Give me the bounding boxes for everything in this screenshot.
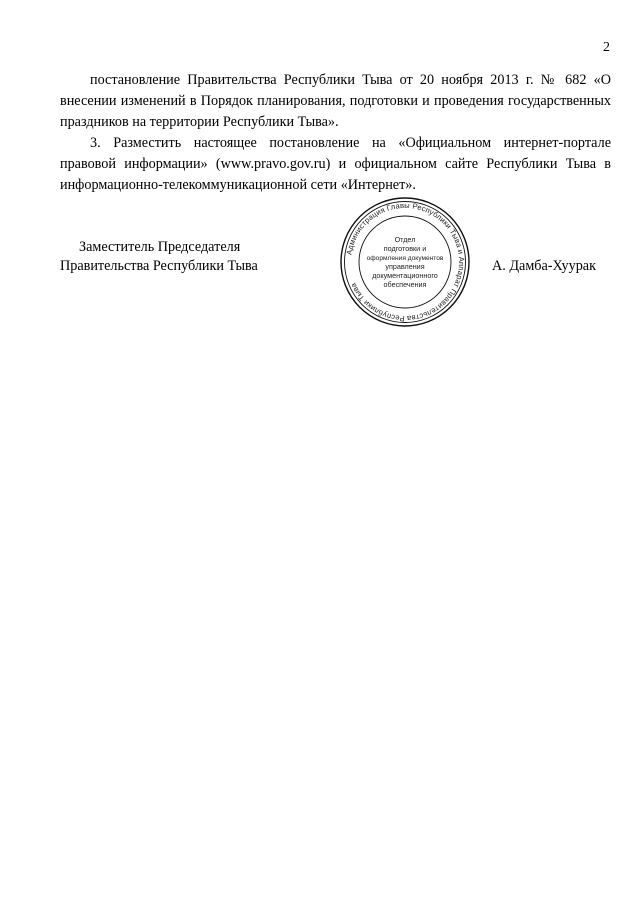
document-body	[60, 70, 611, 196]
seal-line-3: оформления документов	[366, 255, 444, 262]
signatory-name: А. Дамба-Хуурак	[492, 258, 597, 274]
seal-ring-text: Администрация Главы Республики Тыва и Аппарат Правительства Республики Тыва	[344, 200, 467, 324]
seal-line-5: документационного	[372, 271, 438, 280]
signatory-title-line-1: Заместитель Председателя	[79, 239, 241, 255]
seal-line-4: управления	[385, 262, 425, 271]
seal-line-6: обеспечения	[383, 280, 427, 289]
page-number: 2	[603, 40, 610, 55]
seal-line-2: подготовки и	[383, 244, 427, 253]
signatory-position	[60, 238, 320, 276]
seal-line-1: Отдел	[394, 235, 416, 244]
signatory-title-line-2: Правительства Республики Тыва	[60, 258, 258, 274]
official-seal	[338, 195, 472, 329]
paragraph-2: 3. Разместить настоящее постановление на «Официальном интернет-портале правовой информации» (www.pravo.gov.ru) и официальном сайте Республики Тыва в информационно-телекоммуникационной сети «Интернет».	[60, 135, 611, 193]
paragraph-1: постановление Правительства Республики Тыва от 20 ноября 2013 г. № 682 «О внесении изменений в Порядок планирования, подготовки и проведения государственных праздников на территории Республики Тыва».	[60, 72, 611, 130]
